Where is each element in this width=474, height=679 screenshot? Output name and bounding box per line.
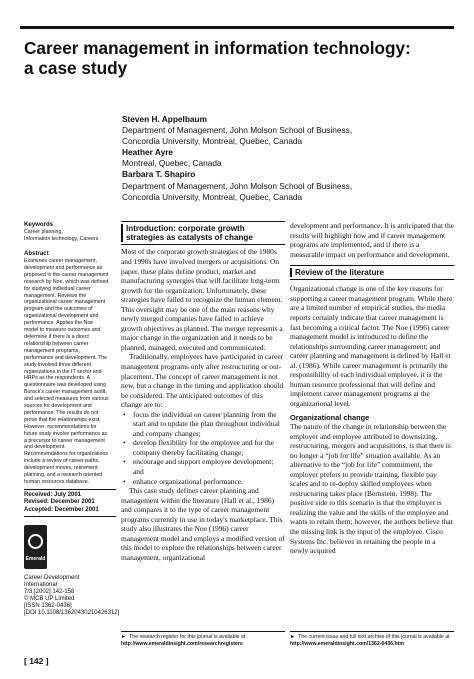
abstract-line: relationship between career xyxy=(24,340,89,347)
abstract-line: research by Noe, which was defined xyxy=(24,278,109,285)
abstract-line: program and the outcomes of xyxy=(24,306,93,313)
keywords-line: Information technology, Careers xyxy=(24,235,99,242)
abstract-line: proposed in the career management xyxy=(24,271,109,278)
abstract-line: Burack's career management audit, xyxy=(24,389,107,396)
author-affiliation: Department of Management, John Molson School of Business, xyxy=(122,180,353,191)
abstract-line: planning, and a research oriented xyxy=(24,472,103,479)
title-line-2: a case study xyxy=(24,58,128,78)
abstract-line: and development. xyxy=(24,444,66,451)
section-heading-line: Introduction: corporate growth xyxy=(126,224,245,233)
revised-date: Revised: December 2001 xyxy=(24,499,95,506)
section-heading-literature: Review of the literature xyxy=(290,265,454,280)
abstract-line: performance. Applies the Noe xyxy=(24,320,94,327)
abstract-line: a precursor to career management xyxy=(24,437,105,444)
footer-label: The current issue and full text archive of this journal is available at xyxy=(298,634,450,640)
author-name: Steven H. Appelbaum xyxy=(122,114,207,124)
abstract-line: Recommendations for organizations xyxy=(24,451,109,458)
paragraph: Most of the corporate growth strategies of the 1980s and 1990s have involved mergers or acquisitions. On paper, these plans define product, market and manufacturing synergies that will facilitate long-term growth for the organization. Unfortunately, these strategies have failed to recognize the human element. This oversight may be one of the main reasons why newly merged companies have failed to achieve growth objectives as planned. The merger represents a major change in the organization and it needs to be planned, managed, executed and communicated. xyxy=(121,247,283,352)
paragraph: Organizational change is one of the key reasons for supporting a career management program. While there are a limited number of empirical studies, the media reports certainly indicate that career management is fast becoming a critical factor. The Noe (1996) career management model is introduced to define the relationships surrounding career management; and career planning and management is defined by Hall et al. (1986). While career management is primarily the responsibility of each individual employee, it is the human resource professional that will define and implement career management programs at the organizational level. xyxy=(290,284,453,408)
abstract-line: and selected measures from various xyxy=(24,396,109,403)
abstract-line: organizations in the IT sector and xyxy=(24,368,102,375)
keywords-line: Career planning, xyxy=(24,229,63,235)
abstract-line: HRPs as the respondents. A xyxy=(24,375,90,382)
author-affiliation: Montreal, Quebec, Canada xyxy=(122,158,222,169)
paragraph: development and performance. It is anticipated that the results will highlight how and if career management programs are implemented, and if there is a measurable impact on performance and development. xyxy=(290,221,454,259)
list-item: • enhance organizational performance. xyxy=(121,477,285,487)
arrow-right-icon: ► xyxy=(290,634,296,640)
abstract-line: determine if there is a direct xyxy=(24,333,89,340)
accepted-date: Accepted: December 2001 xyxy=(24,506,99,513)
journal-line: 7/3 [2002] 142-158 xyxy=(24,588,75,595)
abstract-line: organizational development and xyxy=(24,313,99,320)
journal-line: International xyxy=(24,581,58,588)
author-name: Barbara T. Shapiro xyxy=(122,169,196,180)
abstract-line: model to measure outcomes and xyxy=(24,327,101,334)
paragraph: The nature of the change in relationship between the employer and employee attributed to downsizing, restructuring, mergers and acquisitions, is that there is no longer a “job for life” situation available. As an alternative to the “job for life” commitment, the employer prefers to provide training, flexible pay scales and to re-deploy skilled employees when restructuring takes place (Bernstein, 1998). The positive side to this scenario is that the employer is realizing the value and the skills of the employee and wants to retain them; however, the authors believe that the missing link is the input of the employee. Cisco Systems Inc. believes in retaining the people in a newly acquired xyxy=(290,422,453,556)
abstract-line: development and performance as xyxy=(24,264,103,271)
footer-text xyxy=(121,634,285,641)
abstract-line: include a review of career paths, xyxy=(24,458,100,465)
column-2 xyxy=(290,221,454,556)
abstract-line: for studying individual career xyxy=(24,285,91,292)
abstract-line: management. Reviews the xyxy=(24,292,87,299)
abstract-section xyxy=(24,250,116,486)
page-number: [ 142 ] xyxy=(24,656,49,666)
paragraph: This case study defines career planning and management within the literature (Hall et al., 1986) and compares it to the type of career management programs currently in use in today's marketplace. This study also illustrates the Noe (1996) career management model and employs a modified version of this model to explore the relationships between career management, organizational xyxy=(121,486,285,562)
logo-text: Emerald xyxy=(25,556,46,562)
abstract-line: performance. The results do not xyxy=(24,409,99,416)
list-item: • encourage and support employee development; and xyxy=(121,457,285,476)
top-rule xyxy=(20,26,454,29)
received-date: Received: July 2001 xyxy=(24,492,82,498)
section-heading-introduction xyxy=(121,221,285,245)
author-name: Heather Ayre xyxy=(122,147,174,158)
author-block xyxy=(122,114,462,203)
paragraph: Traditionally, employees have participated in career management programs only after restructuring or out-placement. The concept of career management is not new, but a change in the timing and application should be considered. The anticipated outcomes of this change are to: xyxy=(121,352,284,410)
article-title xyxy=(24,38,464,78)
logo-emblem-icon xyxy=(28,534,43,549)
submission-dates xyxy=(24,489,116,517)
footer-link[interactable]: http://www.emeraldinsight.com/1362-0436.htm xyxy=(290,641,404,647)
keywords-heading: Keywords xyxy=(24,221,54,228)
keywords-section xyxy=(24,221,116,243)
abstract-line: Examines career management, xyxy=(24,258,97,264)
abstract-line: sources for development and xyxy=(24,403,92,410)
subsection-heading: Organizational change xyxy=(290,412,370,422)
journal-line: © MCB UP Limited xyxy=(24,595,75,602)
list-item: • focus the individual on career planning from the start and to update the plan throughout individual and company changes; xyxy=(121,410,285,439)
author-affiliation: Department of Management, John Molson School of Business, xyxy=(122,125,353,136)
abstract-heading: Abstract xyxy=(24,250,49,257)
column-1 xyxy=(121,221,285,562)
abstract-line: prove that the relationships exist. xyxy=(24,416,101,423)
title-line-1: Career management in information technology: xyxy=(24,38,411,58)
abstract-line: questionnaire was developed using xyxy=(24,382,107,389)
journal-line: Career Development xyxy=(24,575,80,581)
publisher-logo xyxy=(24,525,47,569)
abstract-line: performance and development. The xyxy=(24,354,108,361)
footer-text xyxy=(290,634,454,641)
author-affiliation: Concordia University, Montreal, Quebec, Canada xyxy=(122,191,303,202)
abstract-line: organizational career management xyxy=(24,299,106,306)
list-item: • develop flexibility for the employee and for the company thereby facilitating change; xyxy=(121,438,285,457)
abstract-line: development moves, retirement xyxy=(24,465,98,472)
abstract-line: management programs, xyxy=(24,347,80,354)
footer-label: The research register for this journal is available at xyxy=(129,634,246,640)
outcomes-list xyxy=(121,410,285,486)
abstract-line: study involved three different xyxy=(24,361,92,368)
author-affiliation: Concordia University, Montreal, Quebec, Canada xyxy=(122,136,303,147)
footer-link[interactable]: http://www.emeraldinsight.com/researchregisters xyxy=(121,641,243,647)
journal-info xyxy=(24,575,144,616)
abstract-line: human resources database. xyxy=(24,479,90,485)
journal-line: [ISSN 1362-0436] xyxy=(24,602,72,609)
footer-full-text xyxy=(290,631,454,656)
abstract-text xyxy=(24,258,116,486)
abstract-line: However, recommendations for xyxy=(24,423,97,430)
arrow-right-icon: ► xyxy=(121,634,127,640)
section-heading-line: strategies as catalysts of change xyxy=(126,233,253,243)
footer-research-register xyxy=(121,631,285,656)
journal-line: [DOI 10.1108/13620430210426312] xyxy=(24,609,120,616)
abstract-line: future study involve performance as xyxy=(24,430,108,437)
